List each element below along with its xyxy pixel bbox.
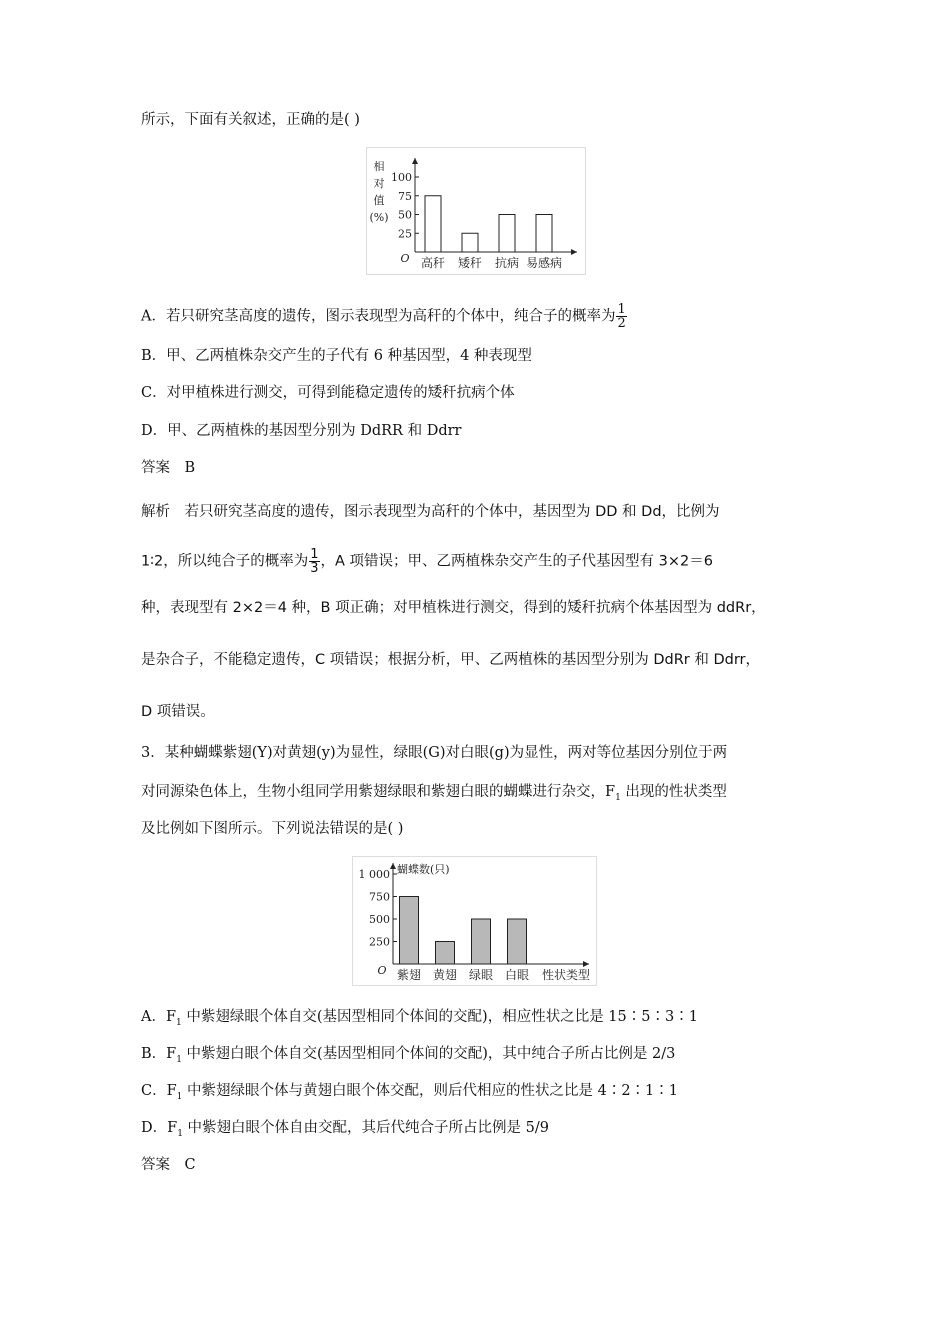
q3-bar-chart-svg [353, 857, 596, 985]
origin-label: O [377, 964, 387, 977]
option-c: C．对甲植株进行测交，可得到能稳定遗传的矮秆抗病个体 [141, 385, 515, 401]
x-tick-label: 黄翅 [432, 968, 458, 982]
y-tick-label: 100 [391, 171, 412, 184]
q3-bar-chart [352, 856, 597, 986]
analysis-line-2-pre: 1∶2，所以纯合子的概率为 [141, 553, 309, 570]
q3-answer: 答案 C [141, 1157, 196, 1173]
bar [425, 196, 441, 252]
option-body: 中紫翅绿眼个体与黄翅白眼个体交配，则后代相应的性状之比是 4∶2∶1∶1 [182, 1083, 679, 1099]
q2-answer: 答案 B [141, 460, 196, 476]
y-axis-arrow [390, 863, 396, 869]
bar [472, 919, 491, 964]
y-axis-label-char: (%) [369, 211, 389, 224]
option-d: D．甲、乙两植株的基因型分别为 DdRR 和 Ddrr [141, 423, 462, 439]
option-a-text: A．若只研究茎高度的遗传，图示表现型为高秆的个体中，纯合子的概率为 [141, 308, 616, 325]
option-prefix: B．F [141, 1046, 177, 1062]
y-tick-label: 25 [398, 227, 412, 241]
x-tick-label: 紫翅 [396, 968, 422, 982]
analysis-line-1: 解析 若只研究茎高度的遗传，图示表现型为高秆的个体中，基因型为 DD 和 Dd，比例为 [141, 504, 720, 520]
option-body: 中紫翅白眼个体自交(基因型相同个体间的交配)，其中纯合子所占比例是 2/3 [181, 1046, 676, 1062]
option-body: 中紫翅绿眼个体自交(基因型相同个体间的交配)，相应性状之比是 15∶5∶3∶1 [181, 1009, 698, 1025]
subscript: 1 [176, 1055, 182, 1065]
subscript: 1 [177, 1129, 183, 1139]
fraction-denominator: 2 [617, 316, 626, 331]
bar [462, 233, 478, 252]
y-tick-label: 50 [398, 208, 412, 222]
analysis-line-5: D 项错误。 [141, 704, 215, 720]
y-axis-arrow [412, 158, 418, 164]
x-axis-arrow [571, 249, 577, 255]
y-tick-label: 500 [369, 913, 390, 926]
q3-stem-line-2 [141, 782, 727, 808]
q3-stem-line-3: 及比例如下图所示。下列说法错误的是( ) [141, 821, 404, 837]
analysis-line-3: 种，表现型有 2×2＝4 种，B 项正确；对甲植株进行测交，得到的矮秆抗病个体基因型为 ddRr， [141, 600, 766, 616]
q3-option-a [141, 1007, 698, 1033]
q3-stem-line-2-pre: 对同源染色体上，生物小组同学用紫翅绿眼和紫翅白眼的蝴蝶进行杂交，F [141, 784, 616, 800]
option-prefix: D．F [141, 1120, 178, 1136]
q3-stem-line-2-post: 出现的性状类型 [620, 784, 727, 800]
x-tick-label: 绿眼 [468, 968, 494, 982]
bar [536, 215, 552, 253]
subscript: 1 [176, 1092, 183, 1102]
fraction-denominator: 3 [310, 561, 319, 576]
y-axis-label-char: 对 [373, 177, 385, 190]
analysis-line-2-post: ，A 项错误；甲、乙两植株杂交产生的子代基因型有 3×2＝6 [320, 553, 713, 570]
q3-option-c [141, 1081, 678, 1107]
x-tick-label: 白眼 [504, 968, 530, 982]
x-axis-label: 性状类型 [541, 968, 591, 982]
q3-option-d [141, 1118, 549, 1144]
y-tick-label: 75 [398, 189, 412, 203]
option-a [141, 303, 628, 330]
x-tick-label: 矮秆 [457, 256, 483, 270]
analysis-line-4: 是杂合子，不能稳定遗传，C 项错误；根据分析，甲、乙两植株的基因型分别为 DdRr 和 Ddrr， [141, 652, 761, 668]
y-axis-label-char: 值 [373, 194, 385, 207]
y-tick-label: 750 [369, 890, 390, 904]
option-a-fraction [616, 303, 626, 330]
subscript: 1 [176, 1018, 182, 1028]
y-axis-label: 蝴蝶数(只) [397, 863, 450, 876]
subscript: 1 [615, 793, 621, 803]
option-prefix: A．F [141, 1009, 177, 1025]
analysis-line-2 [141, 548, 713, 575]
q2-stem-tail: 所示，下面有关叙述，正确的是( ) [141, 112, 360, 128]
x-tick-label: 高秆 [420, 256, 446, 270]
analysis-fraction [309, 548, 319, 575]
y-axis-label-char: 相 [373, 160, 385, 173]
bar [499, 215, 515, 253]
q3-option-b [141, 1044, 675, 1070]
option-body: 中紫翅白眼个体自由交配，其后代纯合子所占比例是 5/9 [182, 1120, 549, 1136]
x-axis-arrow [583, 961, 589, 967]
q2-bar-chart-svg [367, 148, 585, 274]
bar [400, 897, 419, 965]
option-prefix: C．F [141, 1083, 177, 1099]
origin-label: O [400, 252, 410, 265]
fraction-numerator: 1 [617, 302, 626, 317]
option-b: B．甲、乙两植株杂交产生的子代有 6 种基因型，4 种表现型 [141, 348, 532, 364]
y-tick-label: 250 [369, 935, 390, 949]
x-tick-label: 抗病 [494, 256, 520, 270]
bar [436, 942, 455, 965]
fraction-numerator: 1 [310, 547, 319, 562]
bar [508, 919, 527, 964]
q3-stem-line-1: 3．某种蝴蝶紫翅(Y)对黄翅(y)为显性，绿眼(G)对白眼(g)为显性，两对等位基因分别位于两 [141, 745, 728, 761]
x-tick-label: 易感病 [525, 256, 563, 270]
q2-bar-chart [366, 147, 586, 275]
y-tick-label: 1 000 [358, 868, 390, 881]
